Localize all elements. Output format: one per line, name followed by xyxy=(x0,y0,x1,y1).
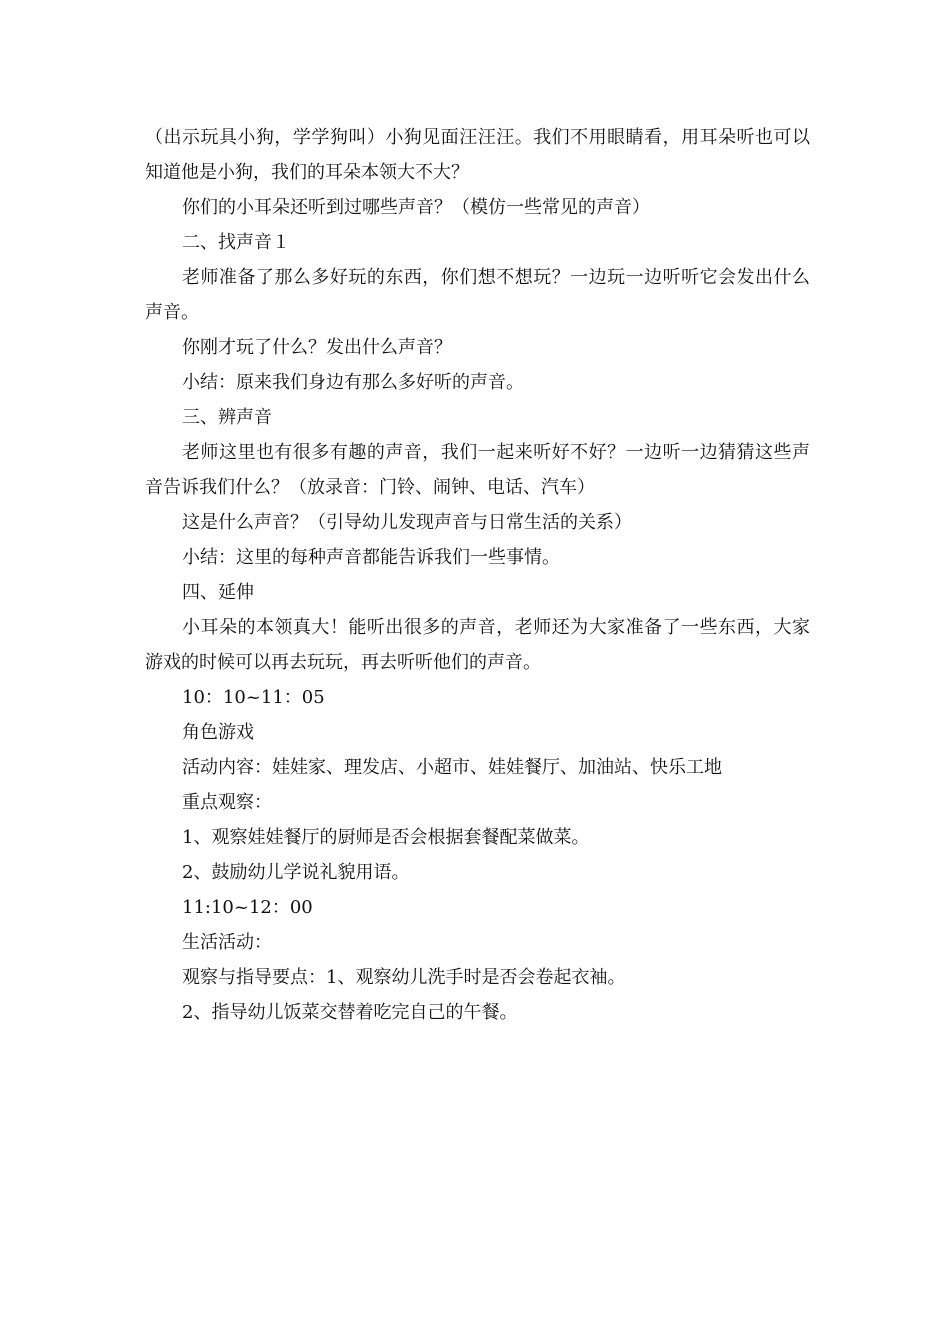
document-body xyxy=(145,120,810,1030)
section-heading-identify-sound: 三、辨声音 xyxy=(182,407,272,428)
section-heading-extension: 四、延伸 xyxy=(182,582,254,603)
guidance-item-2: 2、指导幼儿饭菜交替着吃完自己的午餐。 xyxy=(182,1002,518,1023)
paragraph-3: 老师准备了那么多好玩的东西，你们想不想玩？一边玩一边听听它会发出什么声音。 xyxy=(145,267,810,323)
observation-item-1: 1、观察娃娃餐厅的厨师是否会根据套餐配菜做菜。 xyxy=(182,827,590,848)
activity-content: 活动内容：娃娃家、理发店、小超市、娃娃餐厅、加油站、快乐工地 xyxy=(182,757,722,778)
key-observation-heading: 重点观察： xyxy=(182,792,272,813)
paragraph-2: 你们的小耳朵还听到过哪些声音？（模仿一些常见的声音） xyxy=(182,197,650,218)
section-heading-find-sound: 二、找声音１ xyxy=(182,232,290,253)
activity-title-role-play: 角色游戏 xyxy=(182,722,254,743)
paragraph-1: （出示玩具小狗，学学狗叫）小狗见面汪汪汪。我们不用眼睛看，用耳朵听也可以知道他是小狗，我们的耳朵本领大不大？ xyxy=(145,127,810,183)
time-slot-2: 11:10~12：00 xyxy=(182,897,313,918)
paragraph-7: 小耳朵的本领真大！能听出很多的声音，老师还为大家准备了一些东西，大家游戏的时候可以再去玩玩，再去听听他们的声音。 xyxy=(145,617,810,673)
paragraph-4: 你刚才玩了什么？发出什么声音？ xyxy=(182,337,452,358)
guidance-item-1: 观察与指导要点：1、观察幼儿洗手时是否会卷起衣袖。 xyxy=(182,967,626,988)
activity-title-daily-life: 生活活动： xyxy=(182,932,272,953)
summary-2: 小结：这里的每种声音都能告诉我们一些事情。 xyxy=(182,547,560,568)
paragraph-5: 老师这里也有很多有趣的声音，我们一起来听好不好？一边听一边猜猜这些声音告诉我们什么？（放录音：门铃、闹钟、电话、汽车） xyxy=(145,442,810,498)
time-slot-1: 10：10~11：05 xyxy=(182,687,325,708)
summary-1: 小结：原来我们身边有那么多好听的声音。 xyxy=(182,372,524,393)
paragraph-6: 这是什么声音？（引导幼儿发现声音与日常生活的关系） xyxy=(182,512,632,533)
observation-item-2: 2、鼓励幼儿学说礼貌用语。 xyxy=(182,862,410,883)
